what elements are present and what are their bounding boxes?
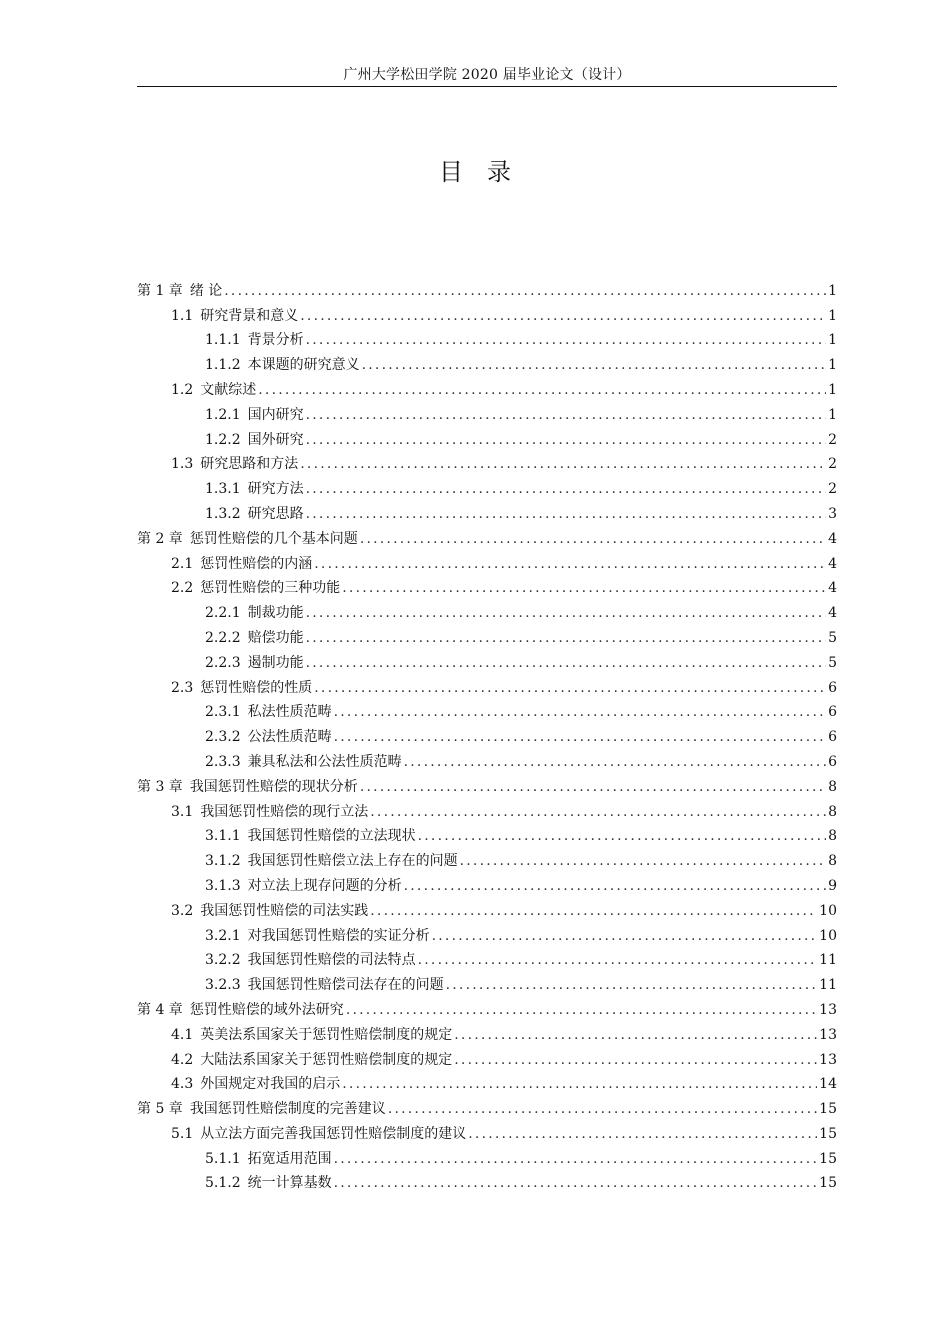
toc-entry-text: 对我国惩罚性赔偿的实证分析 (247, 927, 430, 944)
toc-entry[interactable] (137, 1044, 837, 1069)
toc-page-number: 5 (828, 629, 837, 646)
toc-entry[interactable] (137, 523, 837, 548)
toc-dot-leader (342, 1075, 817, 1093)
toc-dot-leader (342, 579, 826, 597)
toc-dot-leader (258, 381, 826, 399)
toc-entry-text: 英美法系国家关于惩罚性赔偿制度的规定 (200, 1026, 453, 1043)
toc-page-number: 15 (819, 1175, 837, 1192)
toc-dot-leader (306, 480, 826, 498)
toc-entry-number: 2.3.3 (205, 753, 241, 770)
toc-entry[interactable] (137, 746, 837, 771)
toc-page-number: 2 (828, 481, 837, 498)
toc-page-number: 8 (828, 853, 837, 870)
toc-entry-label (171, 307, 298, 325)
toc-entry-number: 1.1.1 (205, 332, 241, 349)
toc-page-number: 13 (819, 1051, 837, 1068)
toc-dot-leader (418, 827, 826, 845)
toc-entry-number: 1.1 (171, 307, 194, 324)
toc-entry-number: 2.2 (171, 580, 194, 597)
toc-entry-label (205, 1174, 332, 1192)
toc-entry-number: 4.3 (171, 1076, 194, 1093)
toc-entry[interactable] (137, 796, 837, 821)
toc-dot-leader (454, 1026, 817, 1044)
toc-entry[interactable] (137, 945, 837, 970)
toc-entry-text: 我国惩罚性赔偿司法存在的问题 (247, 977, 444, 994)
toc-entry-text: 研究方法 (247, 481, 304, 498)
toc-entry-text: 本课题的研究意义 (247, 357, 360, 374)
toc-entry-number: 1.1.2 (205, 357, 241, 374)
toc-dot-leader (360, 778, 826, 796)
toc-dot-leader (314, 679, 826, 697)
toc-page-number: 8 (828, 828, 837, 845)
toc-entry-label (171, 902, 368, 920)
toc-entry-text: 我国惩罚性赔偿的立法现状 (247, 828, 416, 845)
toc-entry-text: 惩罚性赔偿的内涵 (200, 555, 313, 572)
toc-dot-leader (468, 1125, 817, 1143)
toc-entry[interactable] (137, 870, 837, 895)
toc-entry-label (205, 1150, 332, 1168)
toc-entry-number: 第 3 章 (137, 778, 183, 795)
toc-entry[interactable] (137, 399, 837, 424)
toc-entry-label (205, 827, 416, 845)
toc-entry-text: 我国惩罚性赔偿的现状分析 (189, 778, 358, 795)
toc-entry-label (171, 1075, 340, 1093)
toc-entry-number: 3.2 (171, 902, 194, 919)
toc-entry-label (171, 381, 256, 399)
toc-dot-leader (334, 1150, 818, 1168)
toc-entry-text: 惩罚性赔偿的域外法研究 (189, 1001, 344, 1018)
toc-page-number: 4 (828, 580, 837, 597)
toc-entry-label (205, 604, 304, 622)
toc-entry-number: 1.3 (171, 456, 194, 473)
toc-entry[interactable] (137, 771, 837, 796)
toc-page-number: 1 (828, 357, 837, 374)
toc-entry-text: 惩罚性赔偿的性质 (200, 679, 313, 696)
toc-entry-number: 1.2.2 (205, 431, 241, 448)
page-title: 目录 (439, 158, 535, 186)
toc-dot-leader (306, 654, 826, 672)
toc-entry-number: 3.1.1 (205, 828, 241, 845)
toc-entry-number: 第 4 章 (137, 1001, 183, 1018)
toc-dot-leader (306, 331, 826, 349)
toc-entry-label (205, 406, 304, 424)
toc-entry-label (171, 679, 312, 697)
toc-entry-label (205, 356, 360, 374)
toc-entry-text: 研究思路 (247, 505, 304, 522)
toc-entry-text: 统一计算基数 (247, 1175, 332, 1192)
toc-entry-text: 我国惩罚性赔偿的现行立法 (200, 803, 369, 820)
toc-entry-text: 大陆法系国家关于惩罚性赔偿制度的规定 (200, 1051, 453, 1068)
toc-dot-leader (300, 455, 826, 473)
toc-entry[interactable] (137, 275, 837, 300)
toc-entry[interactable] (137, 1118, 837, 1143)
toc-entry-text: 惩罚性赔偿的三种功能 (200, 580, 341, 597)
toc-dot-leader (306, 505, 826, 523)
toc-entry[interactable] (137, 349, 837, 374)
toc-entry-number: 3.2.2 (205, 952, 241, 969)
toc-entry-text: 我国惩罚性赔偿的司法实践 (200, 902, 369, 919)
toc-entry-number: 4.1 (171, 1026, 194, 1043)
toc-entry-number: 2.3 (171, 679, 194, 696)
toc-entry[interactable] (137, 597, 837, 622)
toc-dot-leader (432, 927, 818, 945)
toc-entry[interactable] (137, 573, 837, 598)
toc-entry-number: 1.2.1 (205, 406, 241, 423)
toc-dot-leader (454, 1051, 817, 1069)
toc-page-number: 15 (819, 1150, 837, 1167)
toc-entry-label (171, 579, 340, 597)
toc-entry-label (171, 803, 368, 821)
toc-entry-text: 背景分析 (247, 332, 304, 349)
toc-entry-label (205, 728, 332, 746)
toc-entry-text: 惩罚性赔偿的几个基本问题 (189, 530, 358, 547)
toc-entry-number: 5.1 (171, 1125, 194, 1142)
toc-entry[interactable] (137, 672, 837, 697)
toc-page-number: 11 (819, 977, 837, 994)
toc-page-number: 1 (828, 332, 837, 349)
header-rule (137, 86, 837, 87)
toc-entry[interactable] (137, 325, 837, 350)
toc-entry-number: 1.3.2 (205, 505, 241, 522)
toc-page-number: 1 (828, 307, 837, 324)
toc-dot-leader (334, 703, 826, 721)
toc-entry-number: 第 2 章 (137, 530, 183, 547)
toc-entry[interactable] (137, 498, 837, 523)
toc-entry-label (171, 1125, 466, 1143)
toc-entry-number: 第 5 章 (137, 1101, 183, 1118)
toc-entry-number: 2.2.1 (205, 605, 241, 622)
toc-page-number: 15 (819, 1101, 837, 1118)
toc-dot-leader (224, 282, 826, 300)
toc-entry-number: 2.2.2 (205, 629, 241, 646)
toc-entry-label (205, 505, 304, 523)
toc-entry-label (205, 654, 304, 672)
toc-dot-leader (346, 1001, 817, 1019)
toc-dot-leader (418, 951, 818, 969)
toc-page-number: 10 (819, 927, 837, 944)
toc-page-number: 6 (828, 679, 837, 696)
toc-entry-number: 4.2 (171, 1051, 194, 1068)
toc-entry[interactable] (137, 647, 837, 672)
toc-dot-leader (404, 877, 826, 895)
toc-dot-leader (460, 852, 826, 870)
toc-entry[interactable] (137, 374, 837, 399)
toc-entry-text: 我国惩罚性赔偿立法上存在的问题 (247, 853, 458, 870)
toc-entry-number: 第 1 章 (137, 282, 183, 299)
toc-page-number: 4 (828, 555, 837, 572)
toc-entry-label (205, 976, 444, 994)
toc-dot-leader (300, 307, 826, 325)
toc-entry-number: 1.2 (171, 381, 194, 398)
toc-entry-number: 2.3.2 (205, 729, 241, 746)
toc-entry-text: 从立法方面完善我国惩罚性赔偿制度的建议 (200, 1125, 467, 1142)
toc-entry-label (205, 877, 402, 895)
toc-entry[interactable] (137, 1069, 837, 1094)
toc-page-number: 6 (828, 729, 837, 746)
toc-entry-text: 兼具私法和公法性质范畴 (247, 753, 402, 770)
toc-entry-label (205, 431, 304, 449)
toc-entry-number: 2.3.1 (205, 704, 241, 721)
toc-entry-number: 3.1.2 (205, 853, 241, 870)
toc-entry-text: 国外研究 (247, 431, 304, 448)
toc-entry-label (205, 480, 304, 498)
toc-entry-label (137, 282, 222, 300)
toc-entry-label (205, 703, 332, 721)
toc-page-number: 6 (828, 753, 837, 770)
toc-entry-number: 2.1 (171, 555, 194, 572)
toc-page-number: 4 (828, 530, 837, 547)
page-header: 广州大学松田学院 2020 届毕业论文（设计） (343, 67, 631, 83)
toc-entry[interactable] (137, 1143, 837, 1168)
toc-entry-text: 赔偿功能 (247, 629, 304, 646)
toc-page-number: 14 (819, 1076, 837, 1093)
toc-entry-text: 私法性质范畴 (247, 704, 332, 721)
toc-entry-text: 国内研究 (247, 406, 304, 423)
toc-entry-label (171, 1026, 452, 1044)
toc-dot-leader (334, 1174, 818, 1192)
toc-dot-leader (314, 555, 826, 573)
toc-entry-number: 5.1.2 (205, 1175, 241, 1192)
toc-dot-leader (306, 629, 826, 647)
toc-entry-number: 1.3.1 (205, 481, 241, 498)
toc-dot-leader (404, 753, 826, 771)
toc-entry-number: 3.1 (171, 803, 194, 820)
toc-dot-leader (388, 1100, 817, 1118)
toc-entry-label (205, 753, 402, 771)
toc-entry[interactable] (137, 473, 837, 498)
toc-entry-label (171, 1051, 452, 1069)
toc-page-number: 10 (819, 902, 837, 919)
toc-entry-text: 文献综述 (200, 381, 257, 398)
toc-entry-text: 公法性质范畴 (247, 729, 332, 746)
toc-page-number: 8 (828, 803, 837, 820)
toc-entry[interactable] (137, 449, 837, 474)
toc-entry-number: 3.2.1 (205, 927, 241, 944)
toc-page-number: 3 (828, 505, 837, 522)
toc-page-number: 6 (828, 704, 837, 721)
toc-entry[interactable] (137, 845, 837, 870)
toc-dot-leader (334, 728, 826, 746)
toc-page-number: 2 (828, 431, 837, 448)
toc-entry[interactable] (137, 697, 837, 722)
toc-entry-number: 3.2.3 (205, 977, 241, 994)
toc-entry-label (171, 555, 312, 573)
toc-entry-label (171, 455, 298, 473)
toc-entry-label (137, 1100, 386, 1118)
toc-entry-label (205, 951, 416, 969)
toc-entry[interactable] (137, 994, 837, 1019)
toc-page-number: 1 (828, 406, 837, 423)
toc-entry[interactable] (137, 300, 837, 325)
toc-entry[interactable] (137, 424, 837, 449)
toc-entry-text: 遏制功能 (247, 654, 304, 671)
toc-entry-label (137, 1001, 344, 1019)
toc-page-number: 4 (828, 605, 837, 622)
toc-entry[interactable] (137, 1019, 837, 1044)
toc-page-number: 15 (819, 1125, 837, 1142)
toc-page-number: 13 (819, 1001, 837, 1018)
toc-page-number: 1 (828, 282, 837, 299)
toc-entry-text: 研究思路和方法 (200, 456, 299, 473)
toc-entry[interactable] (137, 920, 837, 945)
toc-entry-number: 3.1.3 (205, 877, 241, 894)
toc-page-number: 8 (828, 778, 837, 795)
toc-page-number: 1 (828, 381, 837, 398)
toc-page-number: 5 (828, 654, 837, 671)
toc-entry[interactable] (137, 548, 837, 573)
toc-entry-text: 绪 论 (189, 282, 223, 299)
toc-entry[interactable] (137, 969, 837, 994)
toc-page-number: 11 (819, 952, 837, 969)
toc-entry-text: 研究背景和意义 (200, 307, 299, 324)
toc-entry-number: 2.2.3 (205, 654, 241, 671)
toc-page-number: 2 (828, 456, 837, 473)
toc-page-number: 9 (828, 877, 837, 894)
toc-entry[interactable] (137, 895, 837, 920)
toc-entry-label (205, 629, 304, 647)
toc-entry-label (137, 530, 358, 548)
toc-entry[interactable] (137, 1093, 837, 1118)
toc-dot-leader (306, 431, 826, 449)
toc-entry-text: 制裁功能 (247, 605, 304, 622)
toc-dot-leader (360, 530, 826, 548)
toc-entry-label (205, 927, 430, 945)
toc-dot-leader (370, 902, 817, 920)
toc-entry-text: 外国规定对我国的启示 (200, 1076, 341, 1093)
toc-entry-number: 5.1.1 (205, 1150, 241, 1167)
toc-entry[interactable] (137, 821, 837, 846)
toc-entry-text: 我国惩罚性赔偿制度的完善建议 (189, 1101, 386, 1118)
toc-dot-leader (446, 976, 818, 994)
table-of-contents (137, 275, 837, 1192)
toc-entry[interactable] (137, 622, 837, 647)
toc-entry-text: 拓宽适用范围 (247, 1150, 332, 1167)
toc-dot-leader (370, 803, 826, 821)
toc-dot-leader (306, 406, 826, 424)
toc-dot-leader (306, 604, 826, 622)
toc-entry-label (205, 852, 458, 870)
toc-entry-label (137, 778, 358, 796)
toc-page-number: 13 (819, 1026, 837, 1043)
toc-entry-label (205, 331, 304, 349)
toc-entry[interactable] (137, 1168, 837, 1193)
toc-entry-text: 对立法上现存问题的分析 (247, 877, 402, 894)
toc-entry[interactable] (137, 721, 837, 746)
toc-dot-leader (362, 356, 826, 374)
toc-entry-text: 我国惩罚性赔偿的司法特点 (247, 952, 416, 969)
